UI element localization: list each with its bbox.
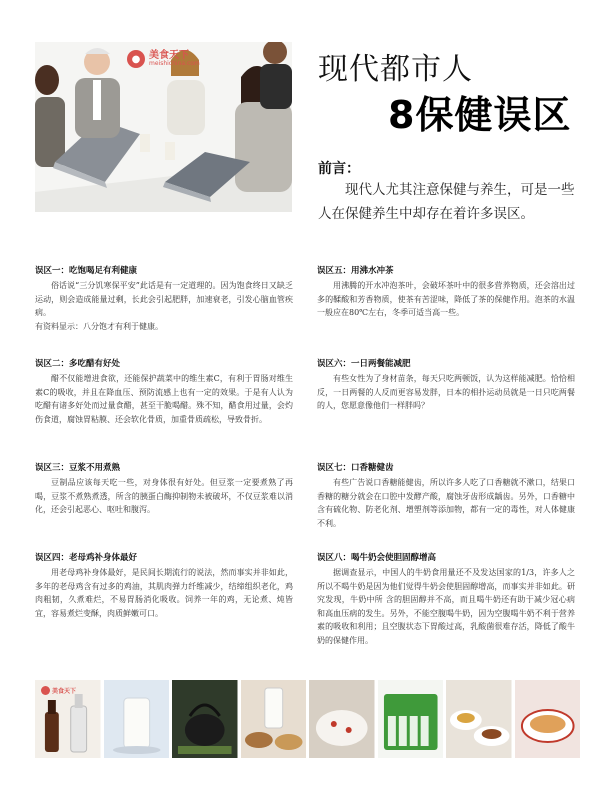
- article-note: 有资料显示：八分饱才有利于健康。: [35, 321, 163, 331]
- milk-grains-icon: [241, 680, 307, 758]
- photo-strip: [35, 680, 580, 758]
- article-title: 误区二：多吃醋有好处: [35, 359, 121, 369]
- hero-photo: [35, 42, 292, 212]
- article-body: 据调查显示，中国人的牛奶食用量还不及发达国家的1/3，许多人之所以不喝牛奶是因为他们觉得牛奶会使胆固醇增高，而事实并非如此。研究发现，牛奶中所 含的胆固醇并不高，而且喝牛奶还有助于减少冠心病和高血压病的发生。另外，不能空腹喝牛奶，因为空腹喝牛奶不利于营养素的吸收和利用；且空腹状态下胃酸过高，乳酸菌很难存活，降低了酸牛奶的保健作用。: [317, 568, 575, 645]
- article-1: [35, 264, 293, 333]
- article-4: [35, 551, 293, 620]
- article-body: 俗话说“三分饥寒保平安”此话是有一定道理的。因为饱食终日又缺乏运动，则会造成能量过剩，长此会引起肥胖，加速衰老，引发心脑血管疾病。: [35, 281, 293, 318]
- article-6: [317, 357, 575, 413]
- article-title: 误区六：一日两餐能减肥: [317, 359, 411, 369]
- article-title: 误区八：喝牛奶会使胆固醇增高: [317, 553, 437, 563]
- chicken-soup-icon: [515, 680, 581, 758]
- article-7: [317, 461, 575, 530]
- brand-logo-url: meishichina.com: [149, 60, 200, 67]
- tile-logo-name: 美食天下: [52, 688, 77, 695]
- article-body: 用老母鸡补身体最好，是民间长期流行的说法，然而事实并非如此，多年的老母鸡含有过多的鸡油，其肌肉弹力纤维减少，结缔组织老化，鸡肉粗韧，久煮难烂，不易胃肠消化吸收。饲养一年的鸡，无论煮、炖皆宜，容易煮烂变酥，肉质鲜嫩可口。: [35, 568, 293, 618]
- brand-logo: [127, 50, 200, 68]
- chewing-gum-box-icon: [378, 680, 444, 758]
- title-line-2: 8保健误区: [388, 93, 572, 137]
- rice-cake-icon: [309, 680, 375, 758]
- brand-logo-icon: ●: [127, 50, 145, 68]
- article-title: 误区五：用沸水冲茶: [317, 266, 394, 276]
- article-title: 误区四：老母鸡补身体最好: [35, 553, 138, 563]
- iron-teapot-icon: [172, 680, 238, 758]
- article-body: 用沸腾的开水冲泡茶叶，会破坏茶叶中的很多营养物质，还会溶出过多的鞣酸和芳香物质，使茶有苦涩味，降低了茶的保健作用。泡茶的水温一般应在80℃左右，冬季可适当高一些。: [317, 281, 575, 318]
- article-body: 豆制品应该每天吃一些，对身体很有好处。但豆浆一定要煮熟了再喝，豆浆不煮熟煮透，所含的胰蛋白酶抑制物未被破坏，不仅豆浆难以消化，还会引起恶心、呕吐和腹泻。: [35, 478, 293, 515]
- milk-glass-icon: [104, 680, 170, 758]
- article-5: [317, 264, 575, 320]
- preface-heading: 前言：: [318, 161, 360, 177]
- article-8: [317, 551, 575, 648]
- article-body: 有些广告说口香糖能健齿，所以许多人吃了口香糖就不漱口，结果口香糖的糖分就会在口腔中发酵产酸，腐蚀牙齿形成龋齿。另外，口香糖中含有硫化物、防老化剂、增塑剂等添加物，都有一定的毒性，对人体健康不利。: [317, 478, 575, 528]
- article-3: [35, 461, 293, 517]
- article-title: 误区七：口香糖健齿: [317, 463, 394, 473]
- article-body: 醋不仅能增进食欲，还能保护蔬菜中的维生素C，有利于胃肠对维生素C的吸收，并且在降血压、预防流感上也有一定的效果。于是有人认为吃醋有诸多好处而过量食醋，甚至干脆喝醋。殊不知，醋食用过量，会灼伤食道，腐蚀胃粘膜、还会软化骨质，加重骨质疏松，导致骨折。: [35, 374, 293, 424]
- article-title: 误区一：吃饱喝足有利健康: [35, 266, 138, 276]
- preface-body: 现代人尤其注意保健与养生，可是一些人在保健养生中却存在着许多误区。: [318, 182, 575, 222]
- article-body: 有些女性为了身材苗条，每天只吃两顿饭，认为这样能减肥。恰恰相反，一日两餐的人反而更容易发胖，日本的相扑运动员就是一日只吃两餐的人，您愿意像他们一样胖吗？: [317, 374, 575, 411]
- brand-logo-name: 美食天下: [149, 50, 189, 61]
- title-line-1: 现代都市人: [318, 52, 473, 87]
- meal-plates-icon: [446, 680, 512, 758]
- vinegar-bottles-icon: [35, 680, 101, 758]
- article-2: [35, 357, 293, 426]
- article-title: 误区三：豆浆不用煮熟: [35, 463, 121, 473]
